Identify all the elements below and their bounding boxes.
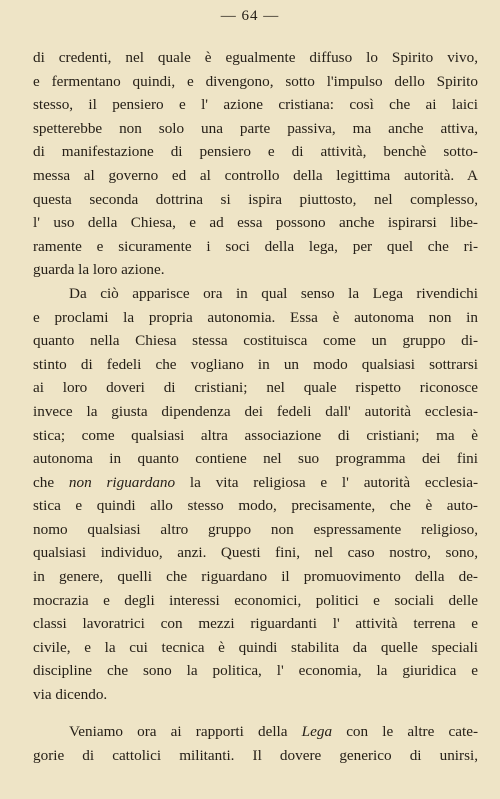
text-line: messa al governo ed al controllo della legittima autorità. A [33, 166, 478, 184]
text-fragment: la vita religiosa e l' autorità ecclesia- [175, 473, 479, 491]
text-line: stica e quindi allo stesso modo, precisamente, che è auto- [33, 497, 478, 515]
page-number: — 64 — [220, 8, 280, 24]
main-text [33, 46, 478, 707]
text-line-with-italic [33, 720, 478, 744]
text-line-with-italic [33, 471, 478, 495]
text-line: l' uso della Chiesa, e ad essa possono anche ispirarsi libe- [33, 214, 478, 232]
text-line: nomo qualsiasi altro gruppo non espressamente religioso, [33, 520, 478, 538]
text-line: Da ciò apparisce ora in qual senso la Lega rivendichi [69, 284, 478, 302]
text-fragment: che [33, 473, 69, 491]
text-fragment: con le altre cate- [332, 723, 478, 740]
text-line: via dicendo. [33, 686, 108, 704]
text-line: guarda la loro azione. [33, 261, 165, 279]
text-line: ai loro doveri di cristiani; nel quale rispetto riconosce [33, 379, 478, 397]
paragraph-2 [33, 282, 478, 707]
text-line: spetterebbe non solo una parte passiva, ma anche attiva, [33, 119, 478, 137]
text-line: autonoma in quanto contiene nel suo programma dei fini [33, 450, 478, 468]
text-line: stica; come qualsiasi altra associazione di cristiani; ma è [33, 426, 478, 444]
text-line: classi lavoratrici con mezzi riguardanti l' attività terrena e [33, 615, 478, 633]
text-line: discipline che sono la politica, l' economia, la giuridica e [33, 662, 478, 680]
text-line: civile, e la cui tecnica è quindi stabilita da quelle speciali [33, 638, 478, 656]
text-line: quanto nella Chiesa stessa costituisca come un gruppo di- [33, 332, 478, 350]
paragraph-3 [33, 720, 478, 767]
text-line: di manifestazione di pensiero e di attività, benchè sotto- [33, 143, 478, 161]
text-line: e fermentano quindi, e divengono, sotto l'impulso dello Spirito [33, 72, 478, 90]
text-line: qualsiasi individuo, anzi. Questi fini, nel caso nostro, sono, [33, 544, 478, 562]
text-line: ramente e sicuramente i soci della lega, per quel che ri- [33, 237, 478, 255]
italic-phrase: non riguardano [68, 473, 176, 491]
text-fragment: Veniamo ora ai rapporti della [69, 723, 302, 740]
paragraph-1 [33, 46, 478, 282]
text-line: di credenti, nel quale è egualmente diffuso lo Spirito vivo, [33, 49, 478, 66]
text-line: e proclami la propria autonomia. Essa è autonoma non in [33, 308, 478, 326]
text-line: invece la giusta dipendenza dei fedeli dall' autorità ecclesia- [33, 402, 478, 420]
text-line: mocrazia e degli interessi economici, politici e sociali delle [33, 591, 478, 609]
text-line: gorie di cattolici militanti. Il dovere generico di unirsi, [33, 746, 478, 764]
text-line: stinto di fedeli che vogliano in un modo qualsiasi sottrarsi [33, 355, 478, 373]
text-line: in genere, quelli che riguardano il promuovimento della de- [33, 568, 478, 586]
italic-word: Lega [301, 723, 333, 740]
text-line: questa seconda dottrina si ispira piuttosto, nel complesso, [33, 190, 478, 208]
text-line: stesso, il pensiero e l' azione cristiana: così che ai laici [33, 96, 478, 114]
